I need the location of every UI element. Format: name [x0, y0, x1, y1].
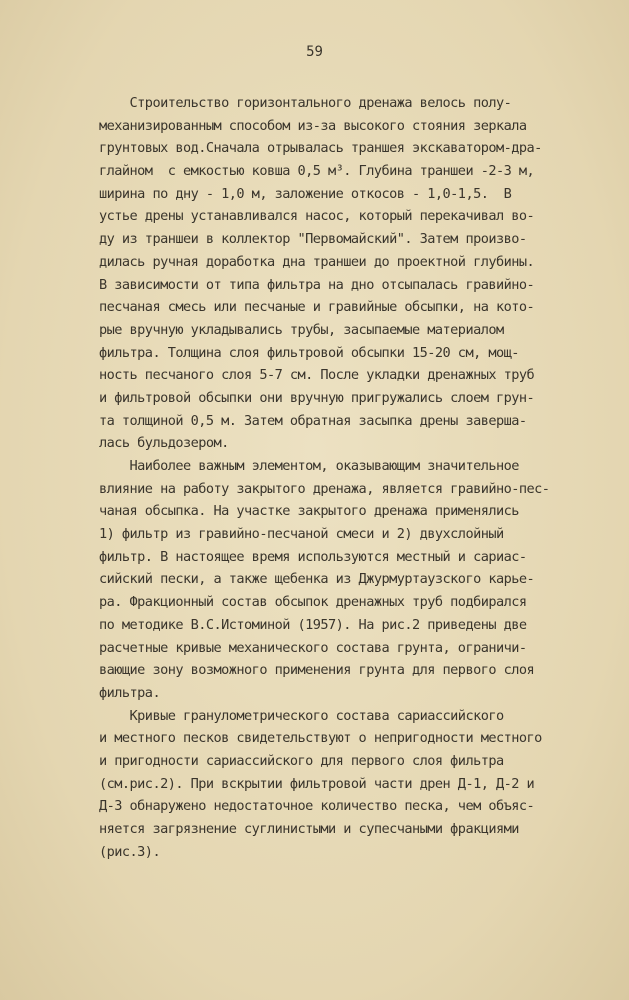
- text-line: песчаная смесь или песчаные и гравийные обсыпки, на кото-: [99, 299, 535, 316]
- text-line: няется загрязнение суглинистыми и супесчаными фракциями: [99, 821, 519, 837]
- text-line: по методике В.С.Истоминой (1957). На рис.2 приведены две: [99, 616, 527, 633]
- text-line: Кривые гранулометрического состава сариассийского: [99, 707, 504, 724]
- text-line: устье дрены устанавливался насос, который перекачивал во-: [99, 208, 535, 225]
- text-line: фильтра. Толщина слоя фильтровой обсыпки 15-20 см, мощ-: [99, 344, 519, 361]
- text-line: рые вручную укладывались трубы, засыпаемые материалом: [99, 321, 504, 338]
- text-line: и местного песков свидетельствуют о непригодности местного: [99, 730, 542, 747]
- text-line: ра. Фракционный состав обсыпок дренажных труб подбирался: [99, 594, 527, 611]
- text-line: дилась ручная доработка дна траншеи до проектной глубины.: [99, 253, 535, 270]
- page-number: 59: [306, 44, 323, 60]
- text-line: грунтовых вод.Сначала отрывалась траншея экскаватором-дра-: [99, 140, 542, 157]
- text-line: Д-3 обнаружено недостаточное количество песка, чем объяс-: [99, 798, 535, 815]
- text-line: (рис.3).: [99, 843, 161, 860]
- text-line: чаная обсыпка. На участке закрытого дренажа применялись: [99, 503, 519, 520]
- text-line: и фильтровой обсыпки они вручную пригружались слоем грун-: [99, 389, 535, 406]
- text-line: механизированным способом из-за высокого стояния зеркала: [99, 117, 527, 134]
- text-line: 1) фильтр из гравийно-песчаной смеси и 2) двухслойный: [99, 526, 504, 543]
- text-line: (см.рис.2). При вскрытии фильтровой части дрен Д-1, Д-2 и: [99, 775, 535, 792]
- text-line: В зависимости от типа фильтра на дно отсыпалась гравийно-: [99, 276, 535, 293]
- text-line: вающие зону возможного применения грунта для первого слоя: [99, 662, 535, 679]
- text-line: глайном с емкостью ковша 0,5 м³. Глубина траншеи -2-3 м,: [99, 163, 535, 180]
- body-text: [99, 92, 550, 863]
- text-line: расчетные кривые механического состава грунта, ограничи-: [99, 639, 527, 656]
- text-line: лась бульдозером.: [99, 435, 229, 452]
- text-line: Наиболее важным элементом, оказывающим значительное: [99, 458, 519, 474]
- text-line: ширина по дну - 1,0 м, заложение откосов - 1,0-1,5. В: [99, 185, 512, 202]
- text-line: Строительство горизонтального дренажа велось полу-: [99, 95, 512, 111]
- text-line: влияние на работу закрытого дренажа, является гравийно-пес-: [99, 480, 550, 497]
- text-line: та толщиной 0,5 м. Затем обратная засыпка дрены заверша-: [99, 412, 527, 429]
- text-line: и пригодности сариассийского для первого слоя фильтра: [99, 752, 504, 769]
- text-line: сийский пески, а также щебенка из Джурмуртаузского карье-: [99, 571, 535, 588]
- text-line: ду из траншеи в коллектор "Первомайский". Затем произво-: [99, 231, 527, 248]
- text-line: фильтра.: [99, 684, 161, 701]
- text-line: фильтр. В настоящее время используются местный и сариас-: [99, 548, 527, 565]
- text-line: ность песчаного слоя 5-7 см. После укладки дренажных труб: [99, 367, 535, 384]
